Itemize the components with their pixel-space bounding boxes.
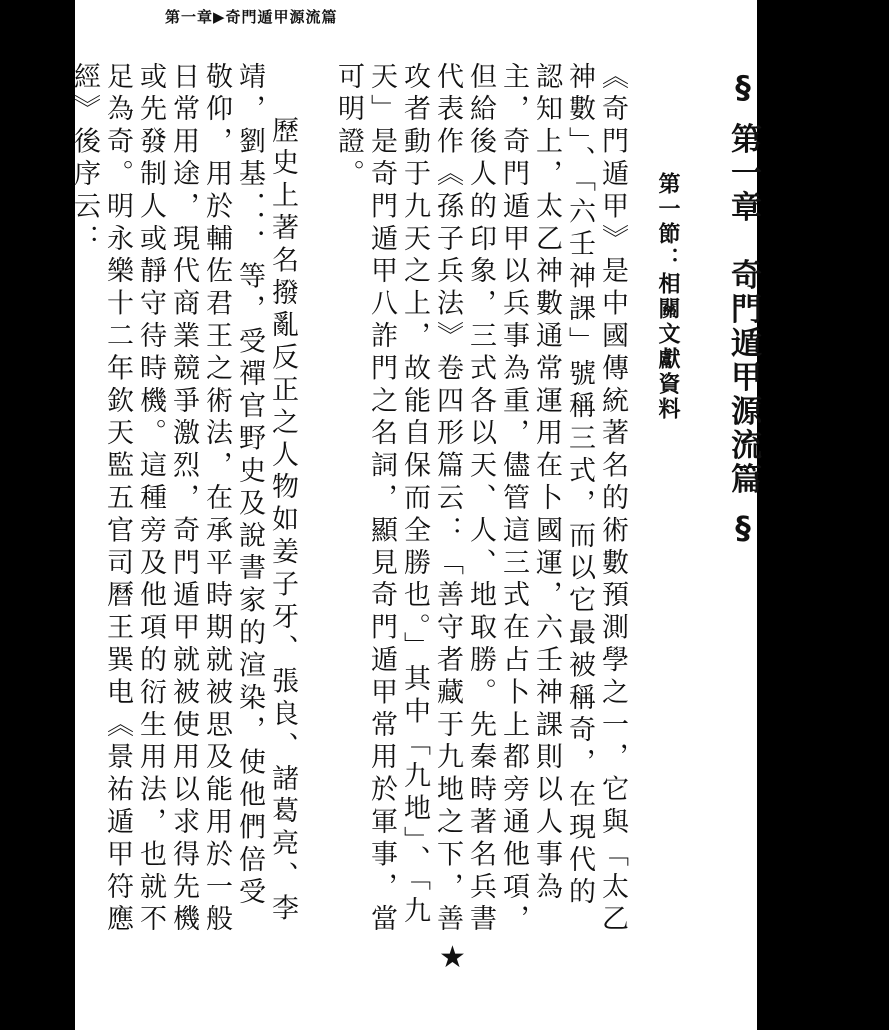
book-page	[69, 0, 761, 1030]
running-header: 第一章▶奇門遁甲源流篇	[165, 8, 338, 26]
star-icon: ★	[439, 940, 466, 975]
paragraph: 歷史上著名撥亂反正之人物如姜子牙、張良、諸葛亮、李靖，劉基．．．等，受禪官野史及說書家的渲染，使他們倍受敬仰，用於輔佐君王之術法，在承平時期就被思及能用於一般日常用途，現代商業競爭激烈，奇門遁甲就被使用以求得先機或先發制人或靜守待時機。這種旁及他項的衍生用法，也就不足為奇。明永樂十二年欽天監五官司曆王巽电《景祐遁甲符應經》後序云：	[69, 62, 298, 937]
chapter-title: § 第一章 奇門遁甲源流篇 §	[725, 70, 761, 550]
body-text	[68, 62, 629, 942]
section-title: 第一節：相關文獻資料	[655, 172, 681, 422]
paragraph: 《奇門遁甲》是中國傳統著名的術數預測學之一，它與「太乙神數」、「六壬神課」號稱三式，而以它最被稱奇，在現代的認知上，太乙神數通常運用在卜國運，六壬神課則以人事為主，奇門遁甲以兵事為重，儘管這三式在占卜上都旁通他項，但給後人的印象，三式各以天、人、地取勝。先秦時著名兵書代表作《孫子兵法》卷四形篇云：「善守者藏于九地之下，善攻者動于九天之上，故能自保而全勝也。」其中「九地」、「九天」是奇門遁甲八詐門之名詞，顯見奇門遁甲常用於軍事，當可明證。	[333, 62, 628, 937]
